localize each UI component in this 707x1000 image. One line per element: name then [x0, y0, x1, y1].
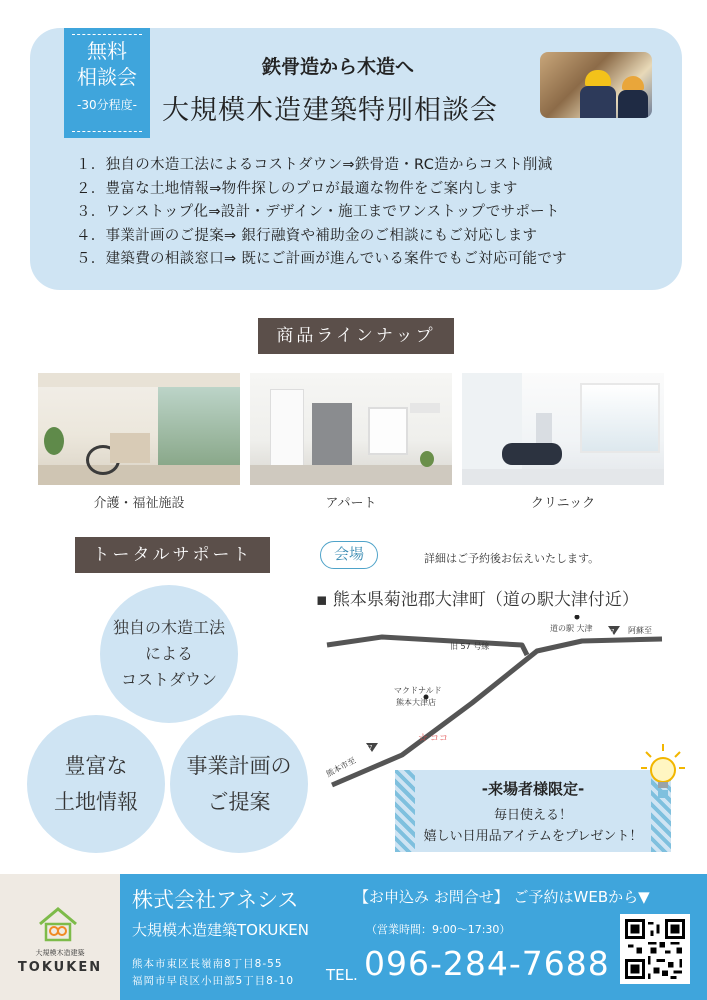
event-title: 大規模木造建築特別相談会	[162, 95, 498, 126]
table	[110, 433, 150, 463]
venue-map	[322, 615, 667, 795]
floor	[250, 465, 452, 485]
venue-note: 詳細はご予約後お伝えいたします。	[424, 552, 600, 565]
dental-chair-icon	[502, 443, 562, 465]
window	[158, 387, 240, 465]
support-circle-plan	[170, 715, 308, 853]
old-route-57-road	[327, 637, 527, 655]
free-consultation-badge	[64, 28, 150, 138]
here-label: ココ	[430, 734, 449, 744]
circle-text: コストダウン	[120, 670, 217, 689]
mcdonalds-branch-label: 熊本大津店	[396, 698, 436, 707]
logo-subtitle: 大規模木造建築	[35, 949, 85, 957]
visitor-gift-box	[395, 770, 671, 852]
mcdonalds-label: マクドナルド	[394, 686, 442, 695]
badge-line3: -30分程度-	[77, 98, 137, 112]
aso-direction-label: 阿蘇至	[628, 626, 652, 635]
product-label: アパート	[325, 496, 377, 511]
air-conditioner	[410, 403, 440, 413]
plant-icon	[420, 451, 434, 467]
badge-divider	[72, 34, 142, 35]
construction-photo	[540, 52, 652, 118]
gift-line: 嬉しい日用品アイテムをプレゼント！	[423, 829, 643, 844]
closet-door	[270, 389, 304, 469]
route-number: 57	[608, 629, 615, 635]
worker-figure	[618, 90, 648, 118]
product-label: クリニック	[530, 496, 596, 511]
feature-list	[76, 154, 567, 272]
support-circle-land	[27, 715, 165, 853]
tokuken-house-logo-icon	[36, 904, 80, 944]
tel-label: TEL.	[326, 966, 358, 984]
window	[580, 383, 660, 453]
business-hours: （営業時間：9:00〜17:30）	[366, 923, 511, 936]
brand-name: 大規模木造建築TOKUKEN	[132, 921, 309, 939]
support-heading: トータルサポート	[75, 537, 270, 573]
apartment-photo	[250, 373, 452, 485]
station-label: 道の駅 大津	[550, 624, 593, 633]
lineup-heading: 商品ラインナップ	[258, 318, 454, 354]
circle-text: 事業計画の	[186, 754, 292, 778]
venue-address: ▪ 熊本県菊池郡大津町（道の駅大津付近）	[316, 590, 639, 610]
qr-pattern	[625, 919, 685, 979]
route-57-road	[332, 639, 662, 785]
venue-tag: 会場	[320, 541, 378, 569]
dark-wall	[312, 403, 352, 465]
badge-line1: 無料	[87, 39, 127, 63]
feature-item: ２．豊富な土地情報⇒物件探しのプロが最適な物件をご案内します	[76, 180, 518, 197]
circle-text: 独自の木造工法	[112, 618, 225, 637]
kumamoto-direction-label: 熊本市至	[324, 755, 358, 779]
hardhat-icon	[622, 76, 644, 90]
lightbulb-icon	[640, 742, 686, 804]
hardhat-icon	[585, 70, 611, 86]
feature-item: ４．事業計画のご提案⇒ 銀行融資や補助金のご相談にもご対応します	[76, 227, 538, 244]
logo-wordmark: TOKUKEN	[17, 960, 103, 975]
feature-item: １．独自の木造工法によるコストダウン⇒鉄骨造・RC造からコスト削減	[76, 157, 553, 173]
window	[368, 407, 408, 455]
gift-line: 毎日使える！	[493, 808, 572, 823]
station-marker	[575, 615, 580, 620]
plant-icon	[44, 427, 64, 455]
badge-line2: 相談会	[77, 65, 137, 89]
company-name: 株式会社アネシス	[132, 888, 299, 912]
ceiling	[38, 373, 240, 387]
circle-text: による	[144, 644, 193, 663]
equipment	[536, 413, 552, 443]
address-fukuoka: 福岡市早良区小田部5丁目8-10	[132, 975, 295, 987]
nursing-facility-photo	[38, 373, 240, 485]
circle-text: ご提案	[207, 790, 271, 814]
circle-text: 豊富な	[64, 754, 128, 778]
circle-text: 土地情報	[54, 790, 138, 814]
address-kumamoto: 熊本市東区長嶺南8丁目8-55	[132, 958, 283, 970]
feature-item: ５．建築費の相談窓口⇒ 既にご計画が進んでいる案件でもご対応可能です	[76, 251, 567, 267]
phone-number[interactable]: 096-284-7688	[364, 944, 610, 983]
old-road-label: 旧 57 号線	[450, 642, 490, 651]
route-number: 57	[366, 745, 373, 751]
product-label: 介護・福祉施設	[93, 496, 185, 511]
star-icon: ☆	[418, 731, 428, 744]
event-subtitle: 鉄骨造から木造へ	[262, 56, 415, 78]
floor	[38, 465, 240, 485]
badge-divider	[72, 131, 142, 132]
worker-figure	[580, 86, 616, 118]
contact-heading: 【お申込み お問合せ】 ご予約はWEBから▼	[354, 888, 650, 906]
support-circle-cost	[100, 585, 238, 723]
gift-title: -来場者様限定-	[481, 780, 585, 798]
qr-code-icon[interactable]	[620, 914, 690, 984]
floor	[462, 469, 664, 485]
clinic-photo	[462, 373, 664, 485]
feature-item: ３．ワンストップ化⇒設計・デザイン・施工までワンストップでサポート	[76, 204, 560, 220]
